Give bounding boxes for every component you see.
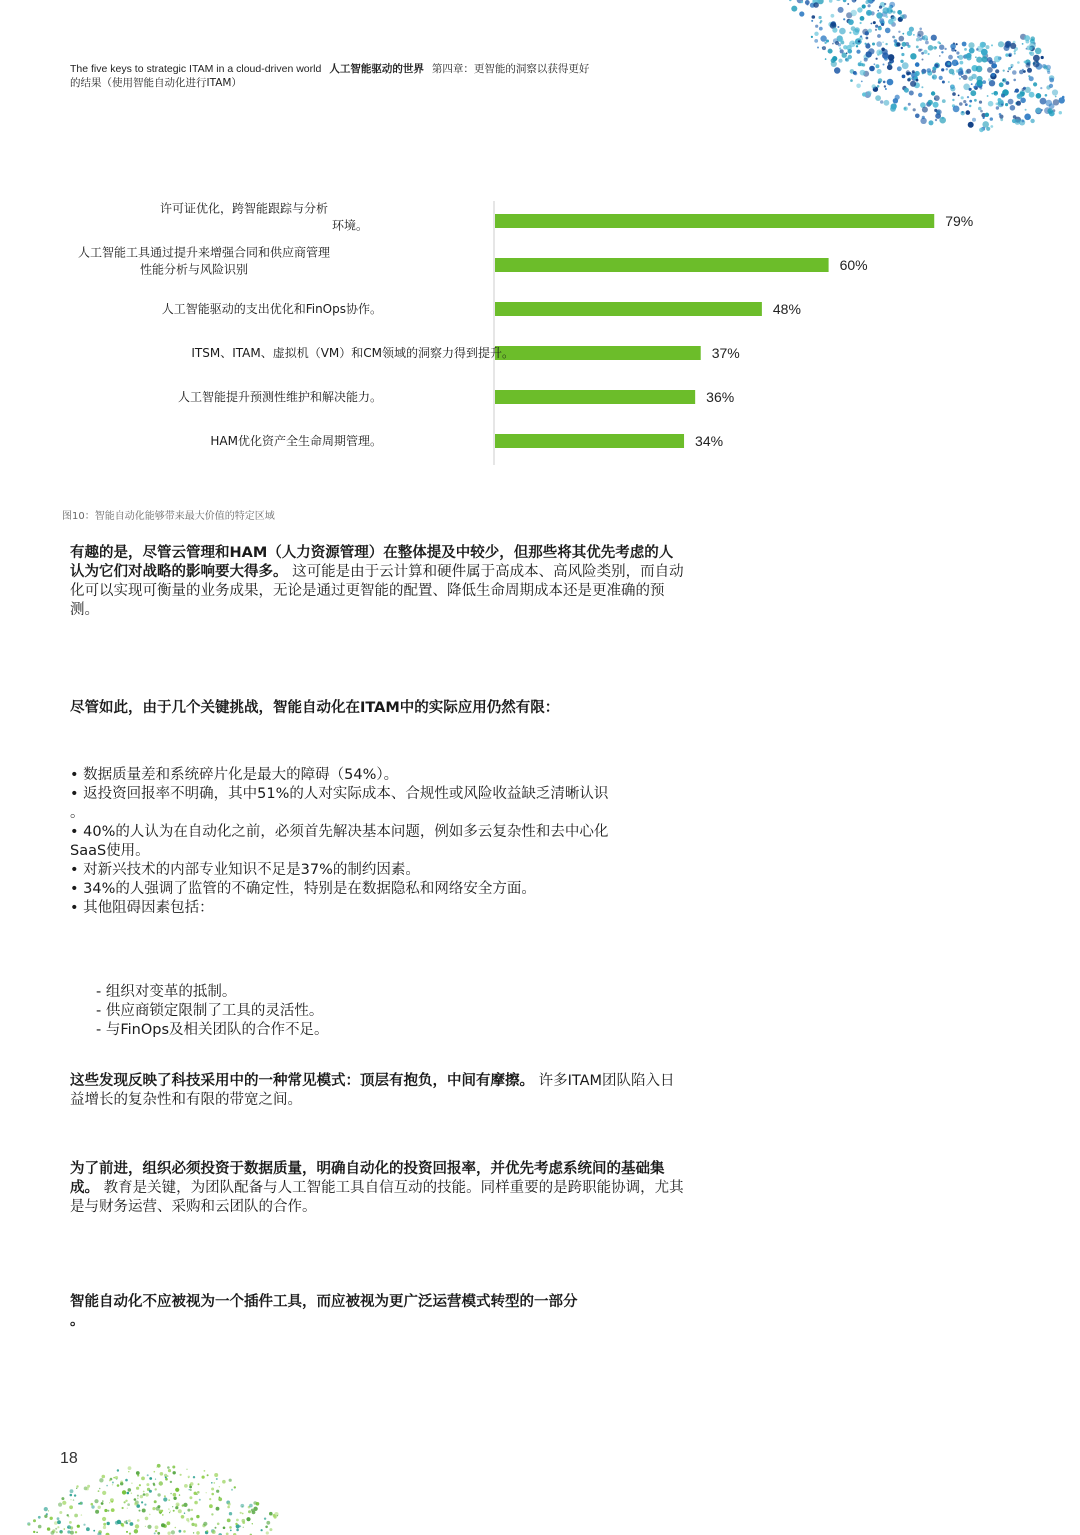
paragraph-adoption-bold: 这些发现反映了科技采用中的一种常见模式：顶层有抱负，中间有摩擦。	[70, 1073, 534, 1089]
list-item: • 返投资回报率不明确，其中51%的人对实际成本、合规性或风险收益缺乏清晰认识	[70, 785, 685, 804]
chart-value-label: 37%	[712, 345, 740, 361]
page-number: 18	[60, 1450, 78, 1468]
paragraph-conclusion-bold: 智能自动化不应被视为一个插件工具，而应被视为更广泛运营模式转型的一部分	[70, 1294, 578, 1310]
chart-value-label: 34%	[695, 433, 723, 449]
paragraph-adoption-text: 许多ITAM团队陷入日益增长的复杂性和有限的带宽之间。	[70, 1073, 675, 1108]
list-item: • 40%的人认为在自动化之前，必须首先解决基本问题，例如多云复杂性和去中心化	[70, 823, 685, 842]
chart-category-label: 环境。	[332, 218, 368, 233]
chart-category-label: ITSM、ITAM、虚拟机（VM）和CM领域的洞察力得到提升。	[191, 345, 514, 360]
list-item: - 与FinOps及相关团队的合作不足。	[96, 1021, 696, 1040]
chart-value-label: 79%	[945, 213, 973, 229]
chart-bar	[495, 390, 695, 404]
header-chapter-title: 第四章：更智能的洞察以获得更好	[432, 63, 590, 75]
chart-category-label: 人工智能驱动的支出优化和FinOps协作。	[162, 301, 382, 316]
chart-category-label: HAM优化资产全生命周期管理。	[210, 433, 382, 448]
chart-value-label: 36%	[706, 389, 734, 405]
chart-bar	[495, 258, 829, 272]
list-item: 。	[70, 804, 685, 823]
list-item: SaaS使用。	[70, 842, 685, 861]
paragraph-challenges-intro	[70, 699, 685, 718]
list-item: • 对新兴技术的内部专业知识不足是37%的制约因素。	[70, 861, 685, 880]
paragraph-conclusion-tail: 。	[70, 1313, 85, 1329]
running-header	[70, 62, 670, 90]
chart-bar	[495, 434, 684, 448]
paragraph-moving-forward	[70, 1160, 685, 1217]
chart-bar	[495, 302, 762, 316]
challenges-list	[70, 766, 685, 918]
chart-category-label: 许可证优化，跨智能跟踪与分析	[160, 201, 328, 216]
header-english-title: The five keys to strategic ITAM in a cloud-driven world	[70, 63, 321, 75]
figure-caption: 图10：智能自动化能够带来最大价值的特定区域	[62, 507, 275, 522]
header-section-title: 人工智能驱动的世界	[329, 63, 424, 75]
chart-category-label: 人工智能提升预测性维护和解决能力。	[178, 389, 382, 404]
paragraph-forward-text: 教育是关键，为团队配备与人工智能工具自信互动的技能。同样重要的是跨职能协调，尤其是与财务运营、采购和云团队的合作。	[70, 1180, 684, 1215]
bar-chart	[60, 195, 1020, 475]
list-item: • 其他阻碍因素包括：	[70, 899, 685, 918]
list-item: • 数据质量差和系统碎片化是最大的障碍（54%）。	[70, 766, 685, 785]
paragraph-forward-bold: 为了前进，组织必须投资于数据质量，明确自动化的投资回报率，并优先考虑系统间的基础集成。	[70, 1161, 665, 1196]
chart-value-label: 60%	[840, 257, 868, 273]
chart-bar	[495, 346, 701, 360]
list-item: - 组织对变革的抵制。	[96, 983, 696, 1002]
chart-category-label: 人工智能工具通过提升来增强合同和供应商管理	[78, 245, 330, 260]
chart-value-label: 48%	[773, 301, 801, 317]
paragraph-cloud-ham-bold: 有趣的是，尽管云管理和HAM（人力资源管理）在整体提及中较少，但那些将其优先考虑的人认为它们对战略的影响要大得多。	[70, 545, 673, 580]
decorative-dotted-globe-top	[690, 0, 1080, 160]
header-chapter-title-line2: 的结果（使用智能自动化进行ITAM）	[70, 76, 670, 90]
chart-category-label: 性能分析与风险识别	[140, 262, 248, 277]
paragraph-cloud-ham-text: 这可能是由于云计算和硬件属于高成本、高风险类别，而自动化可以实现可衡量的业务成果，无论是通过更智能的配置、降低生命周期成本还是更准确的预测。	[70, 564, 684, 618]
chart-bar	[495, 214, 934, 228]
paragraph-adoption-pattern	[70, 1072, 685, 1110]
decorative-dotted-globe-bottom	[0, 1445, 310, 1535]
paragraph-conclusion	[70, 1293, 685, 1331]
other-barriers-list	[96, 983, 696, 1040]
paragraph-cloud-ham	[70, 544, 685, 620]
paragraph-challenges-bold: 尽管如此，由于几个关键挑战，智能自动化在ITAM中的实际应用仍然有限：	[70, 700, 559, 716]
list-item: • 34%的人强调了监管的不确定性，特别是在数据隐私和网络安全方面。	[70, 880, 685, 899]
list-item: - 供应商锁定限制了工具的灵活性。	[96, 1002, 696, 1021]
